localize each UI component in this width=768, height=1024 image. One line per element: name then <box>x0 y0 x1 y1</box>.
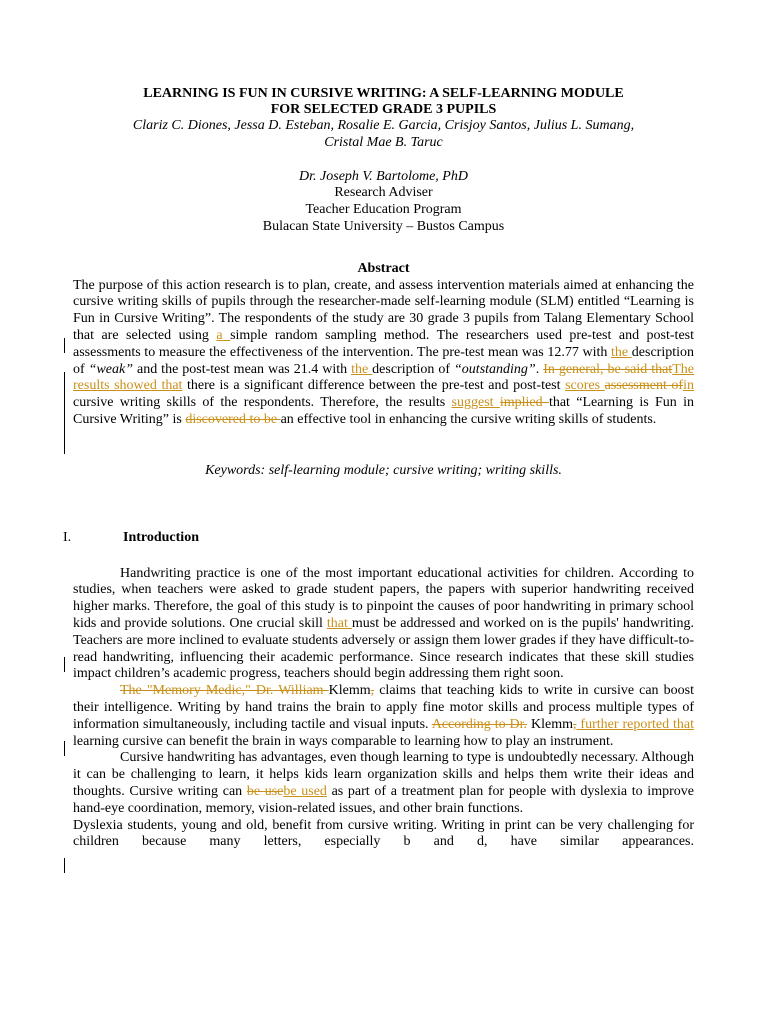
deleted-text: implied <box>499 395 549 411</box>
change-bar <box>64 372 65 454</box>
change-bar <box>64 657 65 672</box>
abstract-body <box>73 278 694 429</box>
adviser-block <box>73 169 694 236</box>
introduction-body <box>73 566 694 852</box>
inserted-text: the <box>351 361 373 377</box>
abstract-text: description of <box>372 361 455 377</box>
inserted-text: that <box>326 615 352 631</box>
inserted-text: be used <box>283 783 327 799</box>
paragraph-text: Klemm <box>527 716 573 732</box>
intro-paragraph-4: Dyslexia students, young and old, benefit from cursive writing. Writing in print can be very challenging for children because many letters, especially b and d, have similar appearances. <box>73 817 694 850</box>
paragraph-text: claims that teaching kids to write in cursive can boost their intelligence. Writing by hand trains the brain to apply fine motor skills and process multiple types of information simultaneously, including tactile and visual inputs. <box>73 683 694 732</box>
deleted-text: discovered to be <box>185 411 281 427</box>
abstract-text: an effective tool in enhancing the cursive writing skills of students. <box>280 411 657 427</box>
adviser-school: Bulacan State University – Bustos Campus <box>262 218 505 234</box>
change-bar <box>64 858 65 873</box>
section-number: I. <box>63 529 72 545</box>
abstract-text: cursive writing skills of the respondents. Therefore, the results <box>73 395 452 411</box>
abstract-text: . <box>535 361 544 377</box>
keywords: Keywords: self-learning module; cursive writing; writing skills. <box>205 462 562 478</box>
paragraph-text: Handwriting practice is one of the most important educational activities for children. According to studies, when teachers were asked to grade student papers, the papers with superior handwriting received higher marks. Therefore, the goal of this study is to pinpoint the causes of poor handwriting in primary school kids and provide solutions. One crucial skill <box>73 565 694 631</box>
intro-paragraph-1 <box>73 566 694 684</box>
authors-line-2: Cristal Mae B. Taruc <box>324 134 443 150</box>
abstract-text: description of <box>73 344 694 377</box>
deleted-text: , <box>572 716 577 732</box>
abstract-text: and the post-test mean was 21.4 with <box>133 361 352 377</box>
paragraph-text: learning cursive can benefit the brain in ways comparable to learning how to play an instrument. <box>73 733 614 749</box>
emphasis-outstanding: “outstanding” <box>454 361 536 377</box>
inserted-text: scores <box>565 378 605 394</box>
deleted-text: , <box>370 683 375 699</box>
abstract-text: that “Learning is Fun in Cursive Writing” is <box>73 395 694 427</box>
title-line-2: FOR SELECTED GRADE 3 PUPILS <box>270 102 497 117</box>
document-page <box>63 86 695 851</box>
inserted-text: the <box>611 344 632 360</box>
paragraph-text: Klemm <box>328 683 371 699</box>
inserted-text: further reported that <box>576 716 695 732</box>
paragraph-text: must be addressed and worked on is the pupils' handwriting. Teachers are more inclined to evaluate students adversely or assign them lower grades if they have difficult-to-read handwriting, influencing their academic performance. Since research indicates that these skill studies impact children’s academic progress, teachers should begin addressing them right soon. <box>73 615 694 682</box>
adviser-name: Dr. Joseph V. Bartolome, PhD <box>299 168 468 184</box>
intro-paragraph-3 <box>73 750 694 817</box>
section-title: Introduction <box>123 529 199 545</box>
inserted-text: The results showed that <box>73 361 695 394</box>
inserted-text: in <box>683 378 694 394</box>
abstract-heading: Abstract <box>357 260 410 276</box>
deleted-text: assessment of <box>604 378 684 394</box>
emphasis-weak: “weak” <box>88 361 133 377</box>
author-list <box>73 118 694 152</box>
section-heading <box>63 529 694 550</box>
paragraph-text: Cursive handwriting has advantages, even though learning to type is undoubtedly necessary. Although it can be challenging to learn, it helps kids learn organization skills and helps them write their ideas and thoughts. Cursive writing can <box>73 750 694 799</box>
deleted-text: be use <box>246 783 284 799</box>
deleted-text: According to Dr. <box>431 716 528 732</box>
change-bar <box>64 338 65 353</box>
adviser-program: Teacher Education Program <box>305 202 462 218</box>
inserted-text: a <box>216 327 231 343</box>
abstract-text: The purpose of this action research is to plan, create, and assess intervention materials aimed at enhancing the cursive writing skills of pupils through the researcher-made self-learning module (SLM) entitled “Learning is Fun in Cursive Writing”. The respondents of the study are 30 grade 3 pupils from Talang Elementary School that are selected using <box>73 277 694 343</box>
deleted-text: In general, be said that <box>543 361 673 377</box>
intro-paragraph-2 <box>73 683 694 750</box>
title-line-1: LEARNING IS FUN IN CURSIVE WRITING: A SELF-LEARNING MODULE <box>143 86 624 101</box>
abstract-text: simple random sampling method. The researchers used pre-test and post-test assessments to measure the effectiveness of the intervention. The pre-test mean was 12.77 with <box>73 327 694 360</box>
inserted-text: suggest <box>451 395 500 411</box>
deleted-text: The "Memory Medic," Dr. William <box>120 683 329 699</box>
change-bar <box>64 741 65 756</box>
adviser-role: Research Adviser <box>334 185 433 201</box>
authors-line-1: Clariz C. Diones, Jessa D. Esteban, Rosalie E. Garcia, Crisjoy Santos, Julius L. Sumang, <box>132 118 635 133</box>
abstract-text: there is a significant difference between the pre-test and post-test <box>182 378 566 394</box>
paragraph-text: as part of a treatment plan for people with dyslexia to improve hand-eye coordination, memory, vision-related issues, and other brain functions. <box>73 783 694 816</box>
paper-title <box>73 86 694 118</box>
